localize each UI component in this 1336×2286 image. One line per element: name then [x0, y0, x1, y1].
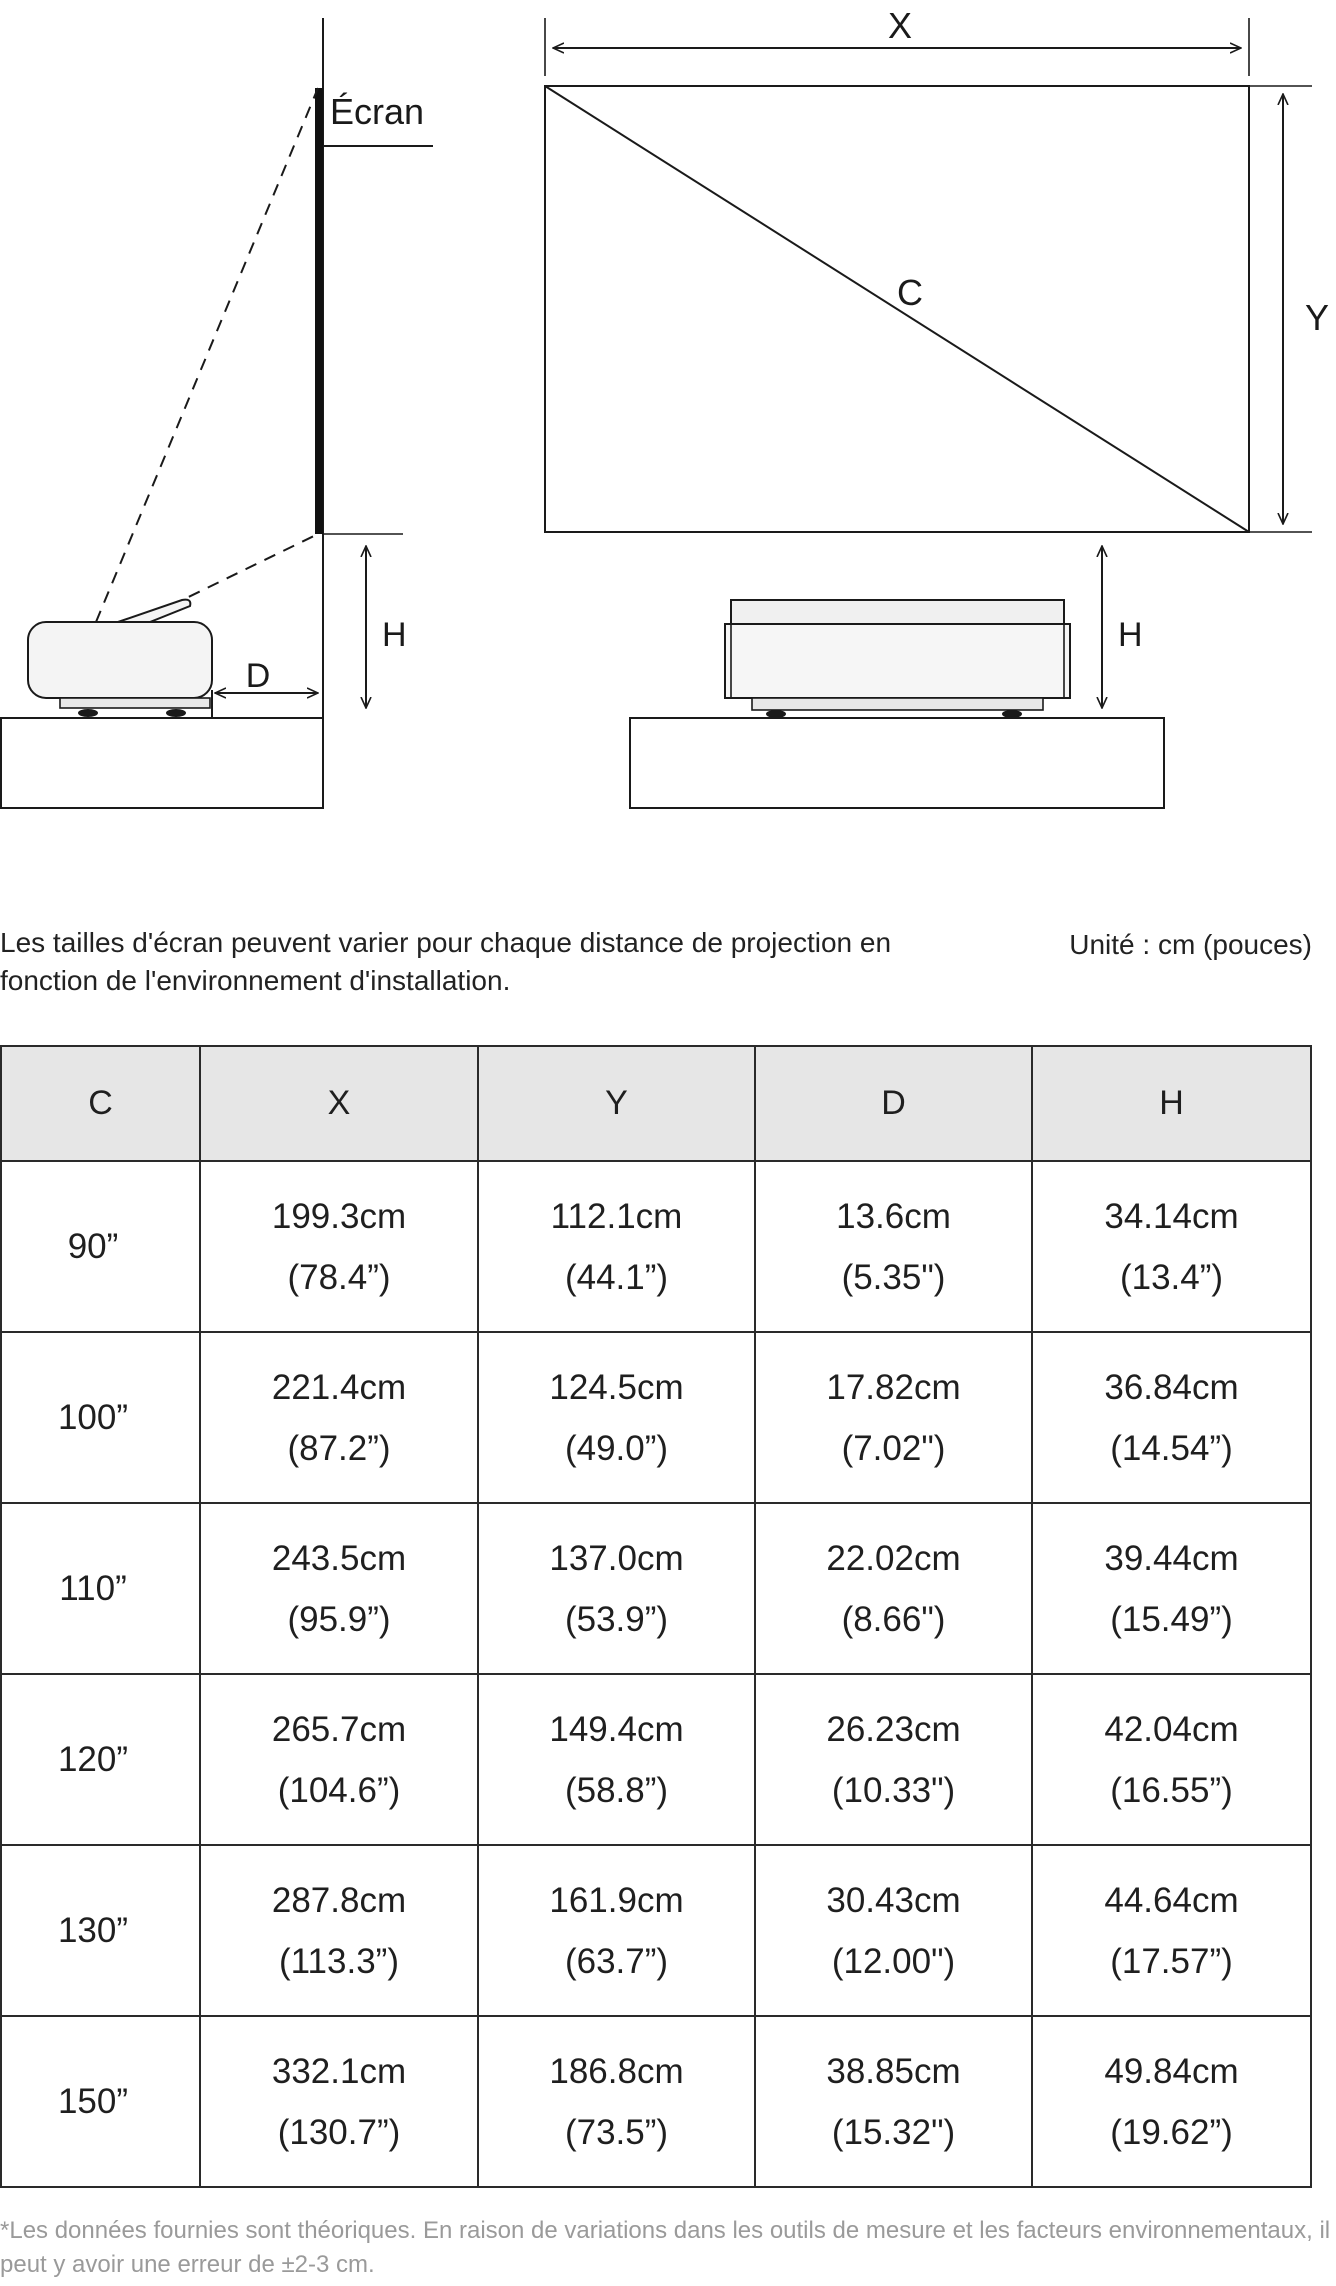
y-value-cell: [478, 1845, 755, 2016]
h-value-inches: (16.55”): [1110, 1770, 1233, 1810]
h-value-inches: (15.49”): [1110, 1599, 1233, 1639]
d-value-cell: [755, 2016, 1032, 2187]
d-value-cell: [755, 1845, 1032, 2016]
x-value-inches: (113.3”): [279, 1941, 399, 1981]
y-value-cell: [478, 1161, 755, 1332]
table-row: [1, 1674, 1311, 1845]
x-value-cell: [200, 1332, 478, 1503]
d-value-inches: (5.35"): [841, 1257, 946, 1297]
header-y: Y: [478, 1046, 755, 1161]
projection-line-bottom: [170, 534, 318, 606]
y-value-inches: (53.9”): [564, 1599, 669, 1639]
h-value-cell: [1032, 1503, 1311, 1674]
d-value-cm: 22.02cm: [826, 1538, 961, 1578]
footnote: *Les données fournies sont théoriques. En raison de variations dans les outils de mesure et les facteurs environnementaux, il peut y avoir une erreur de ±2-3 cm.: [0, 2217, 1331, 2278]
h-value-cell: [1032, 1674, 1311, 1845]
x-value-inches: (78.4”): [287, 1257, 391, 1297]
installation-diagram: [0, 0, 1336, 830]
h-value-cm: 49.84cm: [1104, 2051, 1239, 2091]
screen-size-cell: 150”: [1, 2016, 200, 2187]
table-header-row: [1, 1046, 1311, 1161]
x-value-cell: [200, 1161, 478, 1332]
table-body: [1, 1161, 1311, 2187]
screen-panel: [315, 88, 323, 534]
h-value-cm: 44.64cm: [1104, 1880, 1239, 1920]
d-value-inches: (15.32"): [831, 2112, 956, 2152]
x-value-cm: 332.1cm: [271, 2051, 407, 2091]
y-value-inches: (58.8”): [564, 1770, 669, 1810]
h-value-inches: (19.62”): [1110, 2112, 1233, 2152]
x-value-cell: [200, 1845, 478, 2016]
x-value-cell: [200, 1503, 478, 1674]
y-value-cm: 161.9cm: [549, 1880, 684, 1920]
c-label: C: [897, 272, 923, 313]
table-row: [1, 1161, 1311, 1332]
d-value-cm: 38.85cm: [826, 2051, 961, 2091]
h-value-cell: [1032, 2016, 1311, 2187]
y-value-cell: [478, 1503, 755, 1674]
y-value-inches: (73.5”): [564, 2112, 669, 2152]
side-cabinet: [1, 718, 323, 808]
screen-size-cell: 120”: [1, 1674, 200, 1845]
x-value-cell: [200, 2016, 478, 2187]
x-value-cell: [200, 1674, 478, 1845]
d-value-cell: [755, 1332, 1032, 1503]
h-value-inches: (14.54”): [1110, 1428, 1233, 1468]
h-value-inches: (17.57”): [1110, 1941, 1233, 1981]
screen-size-cell: 100”: [1, 1332, 200, 1503]
x-value-cm: 265.7cm: [271, 1709, 407, 1749]
d-value-cm: 13.6cm: [836, 1196, 951, 1236]
d-value-inches: (7.02"): [841, 1428, 946, 1468]
projector-side: [28, 600, 212, 718]
h-value-cm: 39.44cm: [1104, 1538, 1239, 1578]
screen-size-cell: 110”: [1, 1503, 200, 1674]
dimensions-table: [0, 1045, 1312, 2188]
d-value-cell: [755, 1674, 1032, 1845]
h-value-cm: 42.04cm: [1104, 1709, 1239, 1749]
table-row: [1, 2016, 1311, 2187]
table-row: [1, 1503, 1311, 1674]
table-row: [1, 1845, 1311, 2016]
h-side-label: H: [382, 616, 407, 654]
h-value-cm: 36.84cm: [1104, 1367, 1239, 1407]
y-label: Y: [1305, 297, 1330, 338]
d-value-inches: (12.00"): [831, 1941, 956, 1981]
screen-label: Écran: [330, 91, 425, 132]
front-cabinet: [630, 718, 1164, 808]
header-c: C: [1, 1046, 200, 1161]
header-h: H: [1032, 1046, 1311, 1161]
h-value-cell: [1032, 1332, 1311, 1503]
h-value-cell: [1032, 1161, 1311, 1332]
y-value-cm: 112.1cm: [550, 1196, 683, 1236]
y-value-cm: 149.4cm: [549, 1709, 684, 1749]
x-value-inches: (95.9”): [287, 1599, 391, 1639]
screen-size-cell: 130”: [1, 1845, 200, 2016]
h-value-cell: [1032, 1845, 1311, 2016]
header-d: D: [755, 1046, 1032, 1161]
d-value-inches: (10.33"): [831, 1770, 956, 1810]
y-value-cell: [478, 2016, 755, 2187]
projection-line-top: [96, 88, 318, 622]
d-value-cm: 26.23cm: [826, 1709, 961, 1749]
front-view: [545, 5, 1329, 808]
unit-label: Unité : cm (pouces): [1069, 929, 1312, 960]
side-view: [1, 18, 433, 808]
y-value-cell: [478, 1332, 755, 1503]
y-value-cm: 137.0cm: [549, 1538, 684, 1578]
h-value-inches: (13.4”): [1119, 1257, 1224, 1297]
x-value-inches: (87.2”): [287, 1428, 391, 1468]
installation-note: Les tailles d'écran peuvent varier pour chaque distance de projection en fonction de l'environnement d'installation.: [0, 927, 892, 996]
d-value-cm: 17.82cm: [826, 1367, 961, 1407]
header-x: X: [200, 1046, 478, 1161]
d-label: D: [245, 657, 271, 695]
h-front-label: H: [1118, 616, 1143, 654]
y-value-inches: (49.0”): [564, 1428, 669, 1468]
x-label: X: [887, 5, 913, 46]
d-value-cell: [755, 1503, 1032, 1674]
y-value-cm: 186.8cm: [549, 2051, 684, 2091]
x-value-cm: 243.5cm: [271, 1538, 407, 1578]
x-value-cm: 199.3cm: [271, 1196, 407, 1236]
d-value-inches: (8.66"): [841, 1599, 946, 1639]
y-value-inches: (63.7”): [564, 1941, 669, 1981]
y-value-cell: [478, 1674, 755, 1845]
x-value-cm: 221.4cm: [271, 1367, 407, 1407]
d-value-cell: [755, 1161, 1032, 1332]
projector-front: [725, 600, 1070, 718]
y-value-inches: (44.1”): [564, 1257, 669, 1297]
h-value-cm: 34.14cm: [1104, 1196, 1239, 1236]
x-value-inches: (130.7”): [277, 2112, 401, 2152]
x-value-inches: (104.6”): [277, 1770, 401, 1810]
x-value-cm: 287.8cm: [271, 1880, 407, 1920]
screen-size-cell: 90”: [1, 1161, 200, 1332]
table-row: [1, 1332, 1311, 1503]
d-value-cm: 30.43cm: [826, 1880, 961, 1920]
y-value-cm: 124.5cm: [549, 1367, 684, 1407]
